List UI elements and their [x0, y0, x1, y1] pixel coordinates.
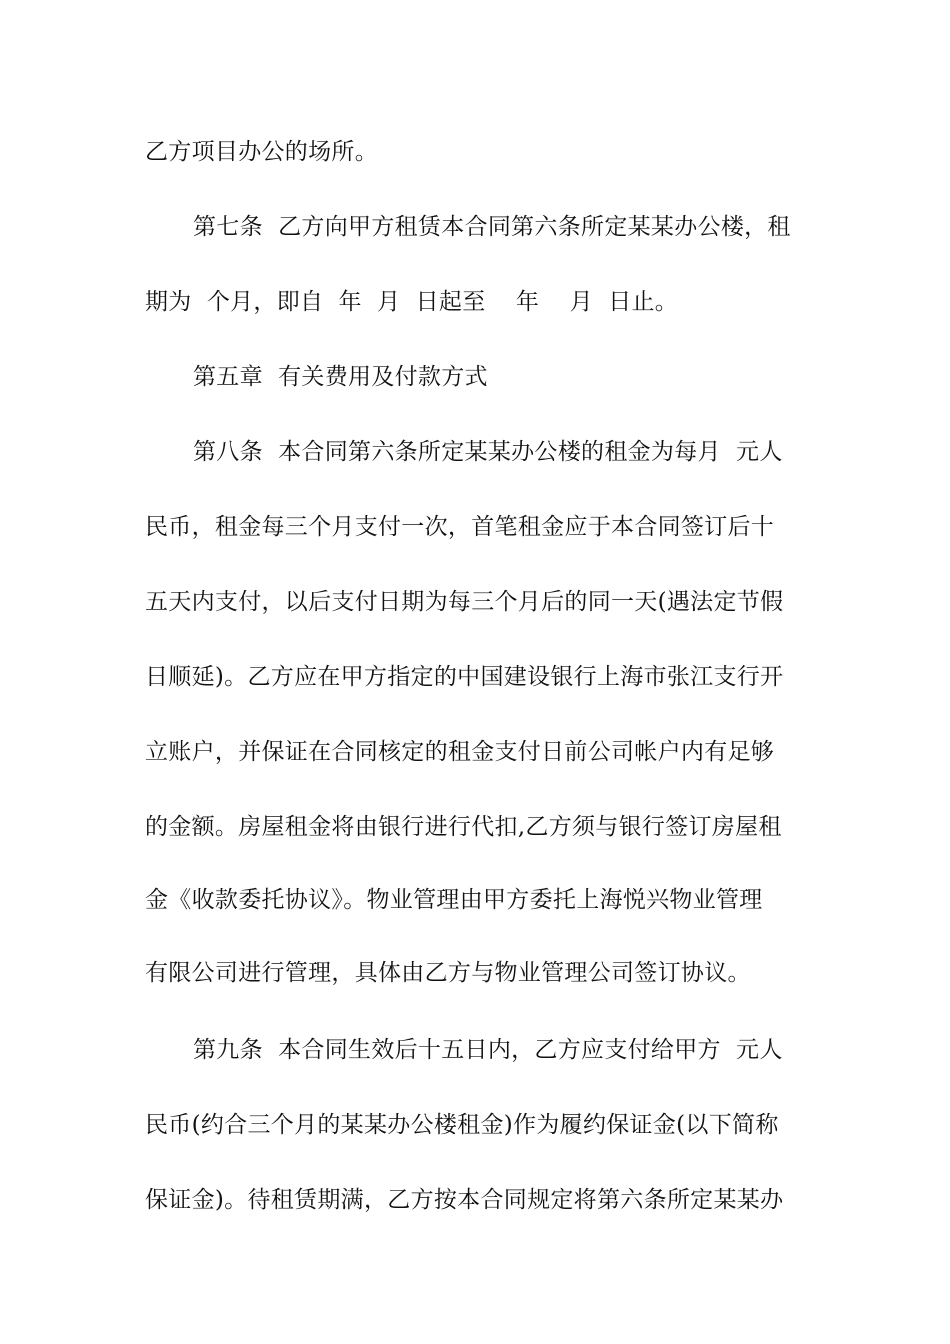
article-8-heading-line: 第八条 本合同第六条所定某某办公楼的租金为每月 元人	[193, 439, 783, 465]
text-line: 的金额。房屋租金将由银行进行代扣,乙方须与银行签订房屋租	[145, 814, 782, 840]
text-line: 金《收款委托协议》。物业管理由甲方委托上海悦兴物业管理	[145, 887, 763, 913]
article-9-heading-line: 第九条 本合同生效后十五日内，乙方应支付给甲方 元人	[193, 1037, 783, 1063]
text-line: 保证金)。待租赁期满，乙方按本合同规定将第六条所定某某办	[145, 1187, 784, 1213]
article-7-heading-line: 第七条 乙方向甲方租赁本合同第六条所定某某办公楼，租	[193, 214, 791, 240]
text-line: 期为 个月，即自 年 月 日起至 年 月 日止。	[145, 289, 679, 315]
text-line: 民币，租金每三个月支付一次，首笔租金应于本合同签订后十	[145, 514, 775, 540]
text-line: 立账户，并保证在合同核定的租金支付日前公司帐户内有足够	[145, 739, 775, 765]
text-line: 有限公司进行管理，具体由乙方与物业管理公司签订协议。	[145, 960, 751, 986]
text-line: 民币(约合三个月的某某办公楼租金)作为履约保证金(以下简称	[145, 1112, 779, 1138]
chapter-5-heading: 第五章 有关费用及付款方式	[193, 364, 488, 390]
text-line: 乙方项目办公的场所。	[145, 139, 378, 165]
text-line: 日顺延)。乙方应在甲方指定的中国建设银行上海市张江支行开	[145, 664, 784, 690]
text-line: 五天内支付，以后支付日期为每三个月后的同一天(遇法定节假	[145, 589, 784, 615]
